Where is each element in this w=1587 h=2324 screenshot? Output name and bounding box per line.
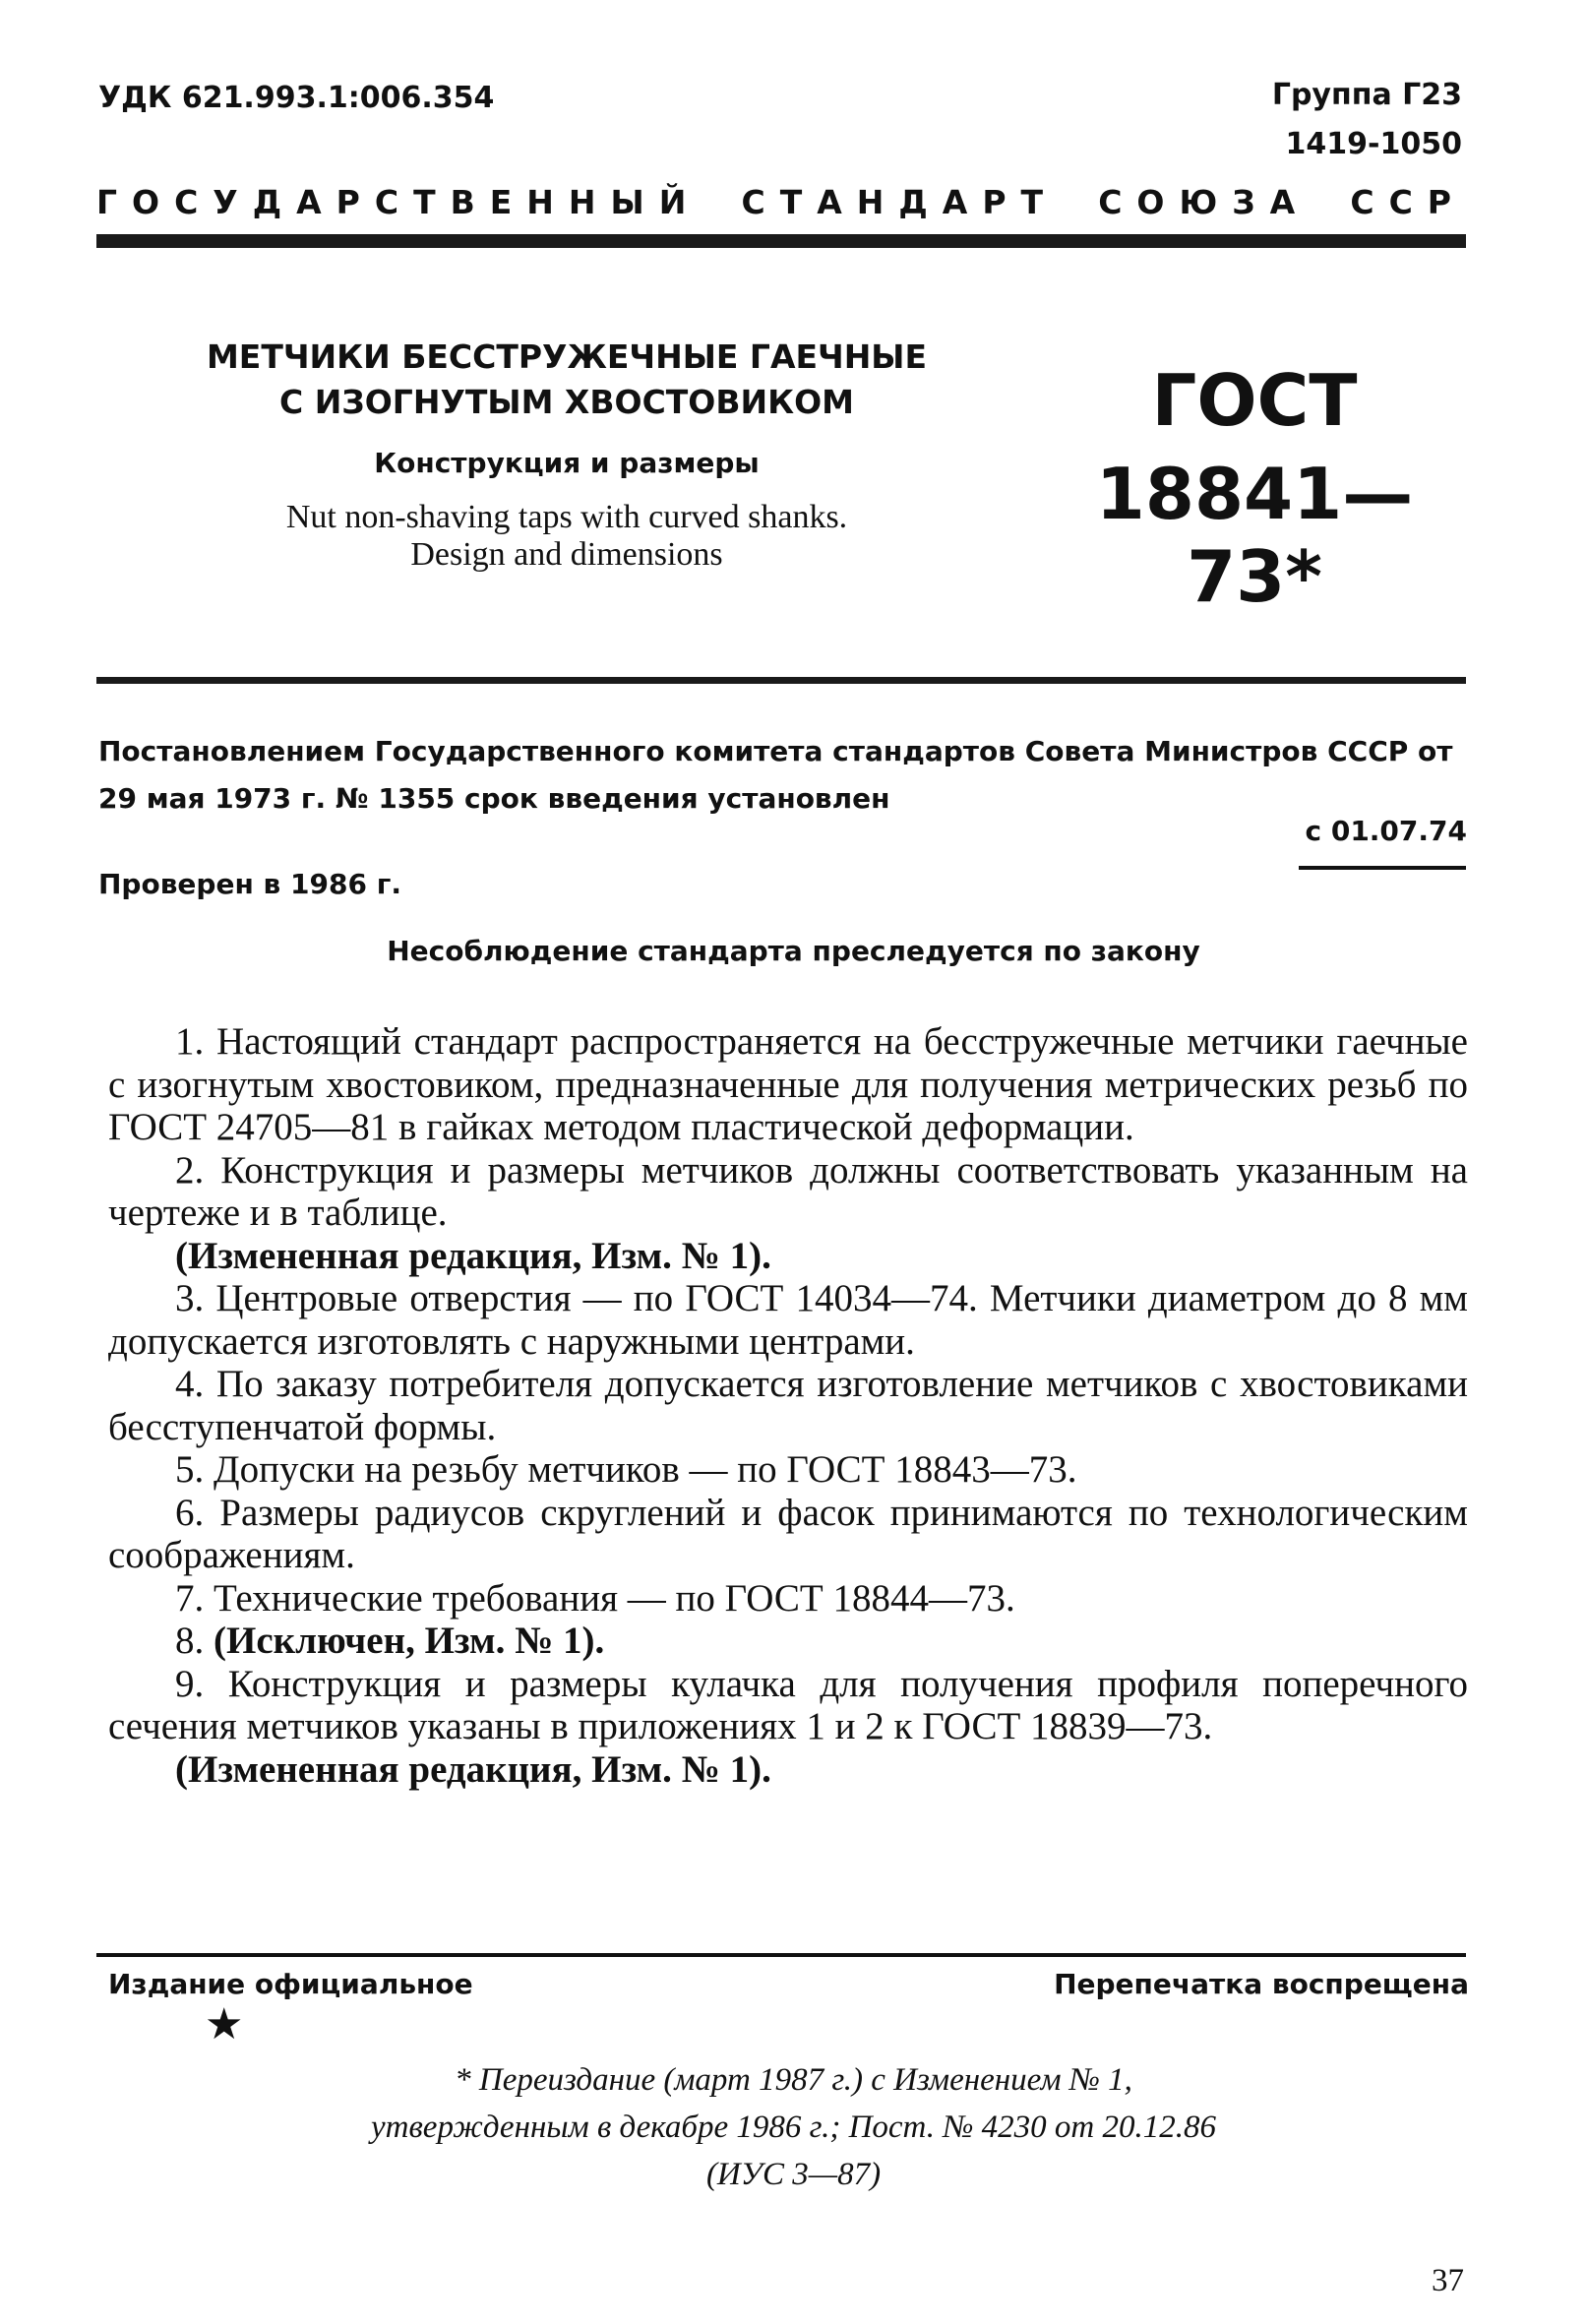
reprint-prohibited: Перепечатка воспрещена [1054,1968,1469,2000]
banner-word: СОЮЗА [1098,183,1311,221]
paragraph: 1. Настоящий стандарт распространяется на бесстружечные метчики гаечные с изогнутым хвостовиком, предназначенные для получения метрических резьб по ГОСТ 24705—81 в гайках методом пластической деформации. [108,1020,1468,1148]
gost-number: 18841—73* [1095,453,1414,618]
english-title-1: Nut non-shaving taps with curved shanks. [285,499,848,535]
udk-code: УДК 621.993.1:006.354 [98,81,495,115]
state-standard-banner [96,183,1466,221]
group-label: Группа Г23 [1271,78,1462,112]
title-line-1: МЕТЧИКИ БЕССТРУЖЕЧНЫЕ ГАЕЧНЫЕ [206,337,928,376]
paragraph-number: 8. [175,1620,205,1662]
amendment-note: (Измененная редакция, Изм. № 1). [175,1747,771,1791]
paragraph: 7. Технические требования — по ГОСТ 18844—73. [175,1576,1015,1620]
subtitle: Конструкция и размеры [374,447,760,479]
excluded-note: (Исключен, Изм. № 1). [214,1620,605,1662]
group-info [1272,71,1462,169]
title-block [193,335,941,574]
middle-divider [96,677,1466,684]
paragraph: 6. Размеры радиусов скруглений и фасок принимаются по технологическим соображениям. [108,1491,1468,1576]
top-divider [96,234,1466,248]
date-underline [1299,866,1466,870]
paragraph: 9. Конструкция и размеры кулачка для получения профиля поперечного сечения метчиков указаны в приложениях 1 и 2 к ГОСТ 18839—73. [108,1662,1468,1747]
bottom-divider [96,1953,1466,1957]
penalty-notice: Несоблюдение стандарта преследуется по закону [387,935,1200,967]
checked-year: Проверен в 1986 г. [98,868,401,900]
reissue-footnote [0,2056,1587,2198]
page-number: 37 [1432,2263,1464,2298]
english-title-2: Design and dimensions [410,536,723,573]
paragraph: 4. По заказу потребителя допускается изготовление метчиков с хвостовиками бесступенчатой формы. [108,1363,1468,1448]
effective-date: с 01.07.74 [1305,815,1467,847]
banner-word: СТАНДАРТ [741,183,1059,221]
gost-label: ГОСТ [1151,359,1358,442]
paragraph: 2. Конструкция и размеры метчиков должны соответствовать указанным на чертеже и в таблице. [108,1148,1468,1234]
amendment-note: (Измененная редакция, Изм. № 1). [175,1234,771,1277]
banner-word: ГОСУДАРСТВЕННЫЙ [96,183,702,221]
footnote-line: (ИУС 3—87) [705,2157,882,2192]
title-line-2: С ИЗОГНУТЫМ ХВОСТОВИКОМ [278,383,854,421]
classification-code: 1419-1050 [1285,127,1462,161]
paragraph: 5. Допуски на резьбу метчиков — по ГОСТ 18843—73. [175,1448,1077,1491]
paragraph: 3. Центровые отверстия — по ГОСТ 14034—74. Метчики диаметром до 8 мм допускается изготовлять с наружными центрами. [108,1277,1468,1363]
paragraph-excluded [108,1620,1468,1663]
body-text [108,1020,1468,1791]
star-icon: ★ [205,2000,244,2049]
footnote-line: * Переиздание (март 1987 г.) с Изменением № 1, [455,2062,1132,2098]
footnote-line: утвержденным в декабре 1986 г.; Пост. № 4230 от 20.12.86 [371,2110,1216,2145]
banner-word: ССР [1350,183,1466,221]
official-edition: Издание официальное [108,1968,473,2000]
decree-text: Постановлением Государственного комитета стандартов Совета Министров СССР от 29 мая 1973 г. № 1355 срок введения установлен [98,735,1453,815]
